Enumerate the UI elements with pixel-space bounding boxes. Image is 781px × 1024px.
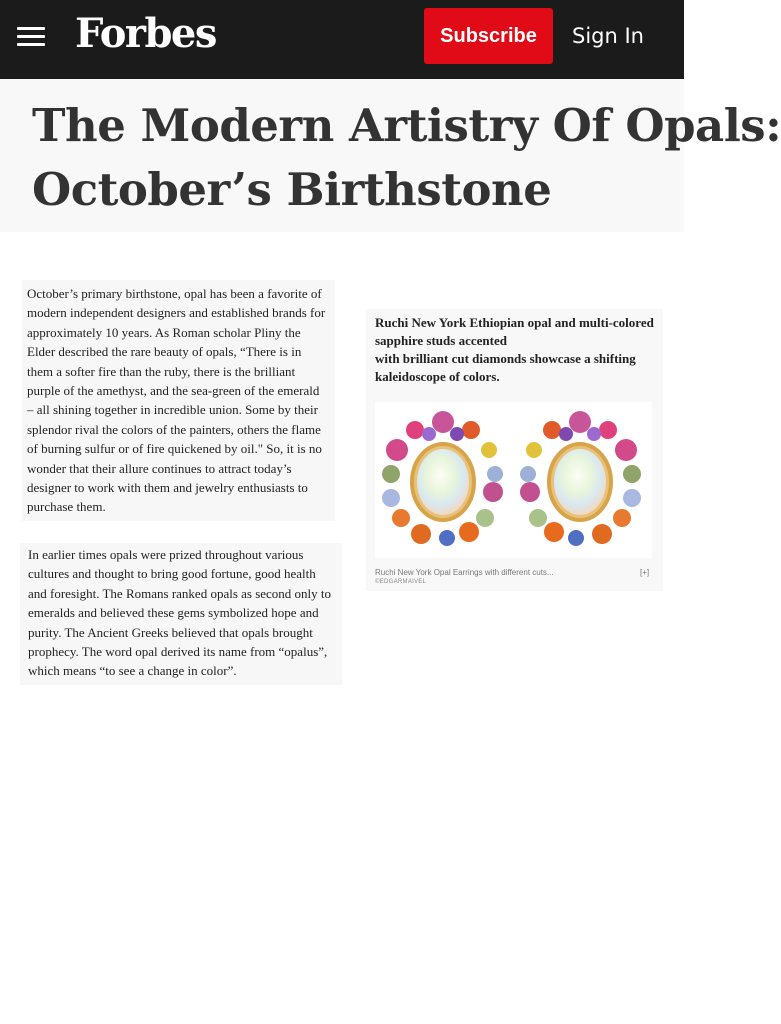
headline-line-2: October’s Birthstone bbox=[32, 163, 552, 216]
earrings-photo[interactable] bbox=[375, 402, 652, 558]
top-nav-bar bbox=[0, 0, 684, 79]
right-earring bbox=[520, 411, 641, 546]
hamburger-menu-icon[interactable] bbox=[17, 27, 45, 47]
article-headline bbox=[32, 94, 781, 222]
sign-in-link[interactable]: Sign In bbox=[572, 24, 644, 48]
caption-line: Ruchi New York Ethiopian opal and multi-colored sapphire studs accented bbox=[375, 315, 654, 348]
subscribe-button[interactable]: Subscribe bbox=[424, 8, 553, 64]
figure-caption-title bbox=[375, 314, 655, 386]
article-paragraph: In earlier times opals were prized throughout various cultures and thought to bring good fortune, good health and foresight. The Romans ranked opals as second only to emeralds and believed these gems symbolized hope and purity. The Ancient Greeks believed that opals brought prophecy. The word opal derived its name from “opalus”, which means “to see a change in color”. bbox=[20, 543, 342, 685]
photo-caption: Ruchi New York Opal Earrings with different cuts... bbox=[375, 568, 554, 577]
opal-earrings-image bbox=[375, 402, 652, 558]
forbes-logo[interactable]: Forbes bbox=[75, 10, 216, 57]
headline-line-1: The Modern Artistry Of Opals: bbox=[32, 99, 781, 152]
expand-caption-button[interactable]: [+] bbox=[640, 568, 650, 577]
photo-credit: ©EDGARMAIVEL bbox=[375, 579, 427, 585]
caption-line: with brilliant cut diamonds showcase a shifting kaleidoscope of colors. bbox=[375, 351, 636, 384]
article-paragraph: October’s primary birthstone, opal has been a favorite of modern independent designers and established brands for approximately 10 years. As Roman scholar Pliny the Elder described the rare beauty of opals, “There is in them a softer fire than the ruby, there is the brilliant purple of the amethyst, and the sea-green of the emerald – all shining together in incredible union. Some by their splendor rival the colors of the painters, others the flame of burning sulfur or of fire quickened by oil." So, it is no wonder that their allure continues to attract today’s designer to work with them and jewelry enthusiasts to purchase them. bbox=[22, 280, 335, 521]
left-earring bbox=[382, 411, 503, 546]
image-figure bbox=[366, 309, 663, 591]
